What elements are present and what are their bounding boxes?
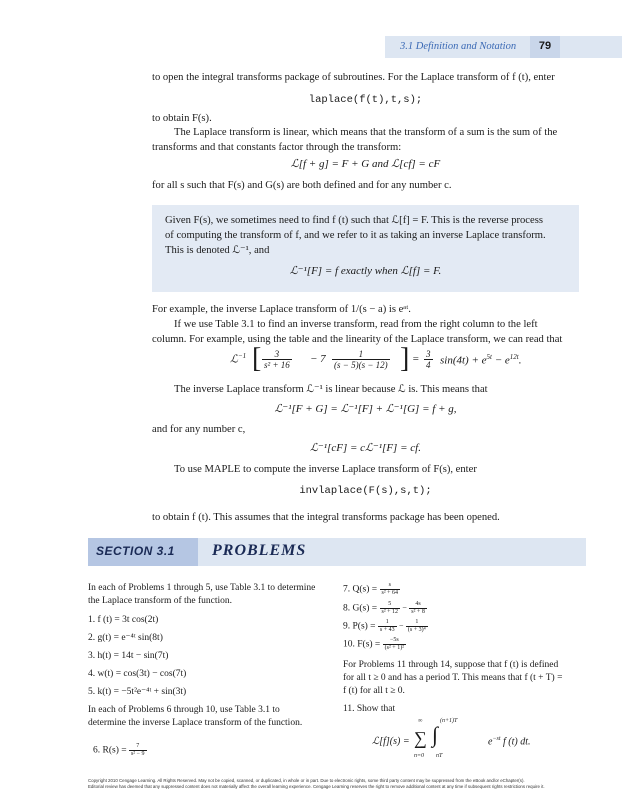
- problem-7-label: 7. Q(s) =: [343, 584, 378, 595]
- problem-7: 7. Q(s) = $\frac{s}{\text{s² + 64}}$: [343, 582, 399, 596]
- section-label-box: [88, 538, 198, 566]
- code-invlaplace: invlaplace(F(s),s,t);: [299, 485, 432, 497]
- running-header-title: 3.1 Definition and Notation: [400, 41, 517, 52]
- box-equation: ℒ⁻¹[F] = f exactly when ℒ[f] = F.: [289, 265, 442, 277]
- copyright-line: Editorial review has deemed that any suppressed content does not materially affect the overall learning experience. Cengage Learning reserves the right to remove additional content at any time if subsequent rights restrictions require it.: [88, 784, 545, 789]
- problems-intro: determine the inverse Laplace transform of the function.: [88, 718, 303, 728]
- copyright-line: Copyright 2010 Cengage Learning. All Rights Reserved. May not be copied, scanned, or duplicated, in whole or in part. Due to electronic rights, some third party content may be suppressed from the eBook and/or eChapter(s).: [88, 778, 525, 783]
- problem-2: 2. g(t) = e⁻⁴ᵗ sin(8t): [88, 633, 163, 643]
- problems-intro: f (t) for all t ≥ 0.: [343, 686, 405, 696]
- problem-9: 9. P(s) = $\frac{1}{s + 43}$ − $\frac{1}{\text{(s + 3)⁴}}$: [343, 619, 426, 633]
- paragraph: The Laplace transform is linear, which means that the transform of a sum is the sum of the: [174, 127, 558, 138]
- problem-9-label: 9. P(s) =: [343, 621, 376, 632]
- paragraph: to obtain F(s).: [152, 113, 212, 124]
- paragraph: To use MAPLE to compute the inverse Laplace transform of F(s), enter: [174, 464, 477, 475]
- copyright-notice: [88, 778, 588, 790]
- paragraph: and for any number c,: [152, 424, 246, 435]
- problem-10: 10. F(s) = $\frac{-5s}{\text{(s² + 1)²}}$: [343, 637, 404, 651]
- problem-5: 5. k(t) = −5t²e⁻⁴ᵗ + sin(3t): [88, 687, 187, 697]
- paragraph: For example, the inverse Laplace transform of 1/(s − a) is eᵃᵗ.: [152, 304, 411, 315]
- paragraph: If we use Table 3.1 to find an inverse transform, read from the right column to the left: [174, 319, 538, 330]
- box-text: Given F(s), we sometimes need to find f (t) such that ℒ[f] = F. This is the reverse process: [165, 215, 543, 226]
- problem-11-equation: ℒ[f](s) = ∞ ∑ n=0 ∫ (n+1)T nT $e^{-st}$ f (t) dt.: [372, 718, 531, 759]
- code-laplace: laplace(f(t),t,s);: [308, 94, 423, 106]
- problem-1: 1. f (t) = 3t cos(2t): [88, 615, 159, 625]
- section-title: PROBLEMS: [212, 542, 307, 559]
- paragraph: for all s such that F(s) and G(s) are both defined and for any number c.: [152, 180, 452, 191]
- paragraph: to obtain f (t). This assumes that the integral transforms package has been opened.: [152, 512, 500, 523]
- equation-inverse-example: ℒ$^{-1}$ [ $\frac{3}{\text{s² + 16}}$ − 7 $\frac{1}{(s - 5)(s - 12)}$ ] = $\frac{3}{4}$ $\sin(4t) + e^{5t} - e^{12t}$.: [230, 343, 522, 374]
- problem-10-label: 10. F(s) =: [343, 639, 381, 650]
- problems-intro: In each of Problems 1 through 5, use Table 3.1 to determine: [88, 583, 316, 593]
- problem-3: 3. h(t) = 14t − sin(7t): [88, 651, 169, 661]
- paragraph: transforms and that constants factor through the transform:: [152, 142, 402, 153]
- problems-intro: for all t ≥ 0 and has a period T. This means that f (t + T) =: [343, 673, 563, 683]
- problem-6-label: 6. R(s) =: [93, 745, 127, 756]
- equation-linearity: ℒ[f + g] = F + G and ℒ[cf] = cF: [290, 158, 441, 170]
- box-text: This is denoted ℒ⁻¹, and: [165, 245, 270, 256]
- problem-11: 11. Show that: [343, 704, 396, 714]
- equation-scalar-inverse: ℒ⁻¹[cF] = cℒ⁻¹[F] = cf.: [310, 442, 421, 454]
- section-label: SECTION 3.1: [96, 544, 175, 558]
- problems-intro: For Problems 11 through 14, suppose that f (t) is defined: [343, 660, 559, 670]
- equation-linearity-inverse: ℒ⁻¹[F + G] = ℒ⁻¹[F] + ℒ⁻¹[G] = f + g,: [274, 403, 457, 415]
- paragraph: to open the integral transforms package of subroutines. For the Laplace transform of f (t), enter: [152, 72, 555, 83]
- problem-8: 8. G(s) = $\frac{5}{\text{s² + 12}}$ − $\frac{4s}{\text{s² + 8}}$: [343, 601, 425, 615]
- problems-intro: In each of Problems 6 through 10, use Table 3.1 to: [88, 705, 280, 715]
- paragraph: The inverse Laplace transform ℒ⁻¹ is linear because ℒ is. This means that: [174, 384, 488, 395]
- problems-intro: the Laplace transform of the function.: [88, 596, 233, 606]
- box-text: of computing the transform of f, and we refer to it as taking an inverse Laplace transform.: [165, 230, 546, 241]
- problem-4: 4. w(t) = cos(3t) − cos(7t): [88, 669, 187, 679]
- page-number: 79: [538, 40, 552, 52]
- paragraph: column. For example, using the table and the linearity of the Laplace transform, we can read that: [152, 334, 563, 345]
- problem-8-label: 8. G(s) =: [343, 603, 378, 614]
- problem-6: 6. R(s) = $\frac{7}{\text{s² − 9}}$: [93, 743, 145, 757]
